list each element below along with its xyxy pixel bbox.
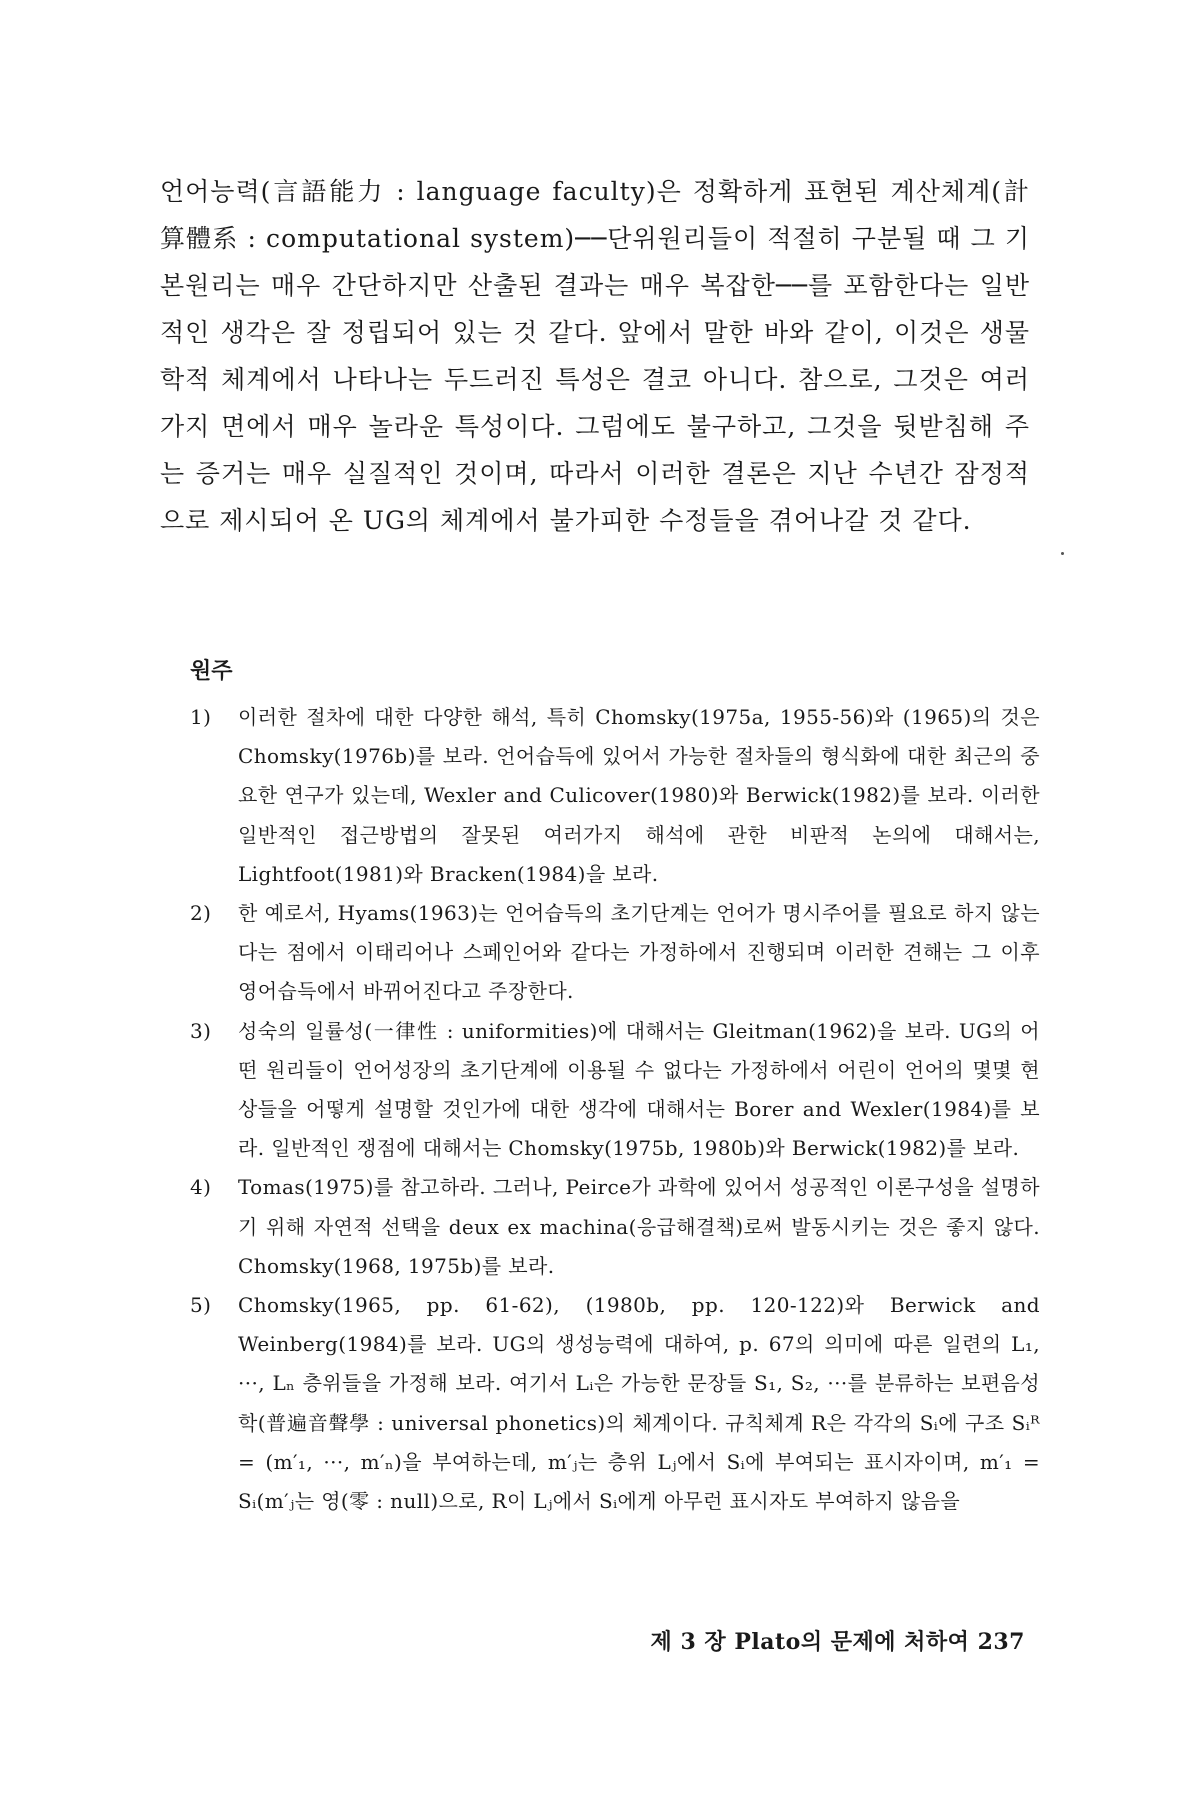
endnote-item bbox=[190, 698, 1040, 894]
endnote-number: 4) bbox=[190, 1175, 212, 1200]
endnote-text: 성숙의 일률성(一律性 : uniformities)에 대해서는 Gleitman(1962)을 보라. UG의 어떤 원리들이 언어성장의 초기단계에 이용될 수 없다는 가정하에서 어린이 언어의 몇몇 현상들을 어떻게 설명할 것인가에 대한 생각에 대해서는 Borer and Wexler(1984)를 보라. 일반적인 쟁점에 대해서는 Chomsky(1975b, 1980b)와 Berwick(1982)를 보라. bbox=[238, 1018, 1040, 1161]
endnote-number: 1) bbox=[190, 705, 212, 729]
endnote-number: 3) bbox=[190, 1018, 212, 1043]
main-paragraph: 언어능력(言語能力 : language faculty)은 정확하게 표현된 계산체계(計算體系 : computational system)──단위원리들이 적절히 구분될 때 그 기본원리는 매우 간단하지만 산출된 결과는 매우 복잡한──를 포함한다는 일반적인 생각은 잘 정립되어 있는 것 같다. 앞에서 말한 바와 같이, 이것은 생물학적 체계에서 나타나는 두드러진 특성은 결코 아니다. 참으로, 그것은 여러가지 면에서 매우 놀라운 특성이다. 그럼에도 불구하고, 그것을 뒷받침해 주는 증거는 매우 실질적인 것이며, 따라서 이러한 결론은 지난 수년간 잠정적으로 제시되어 온 UG의 체계에서 불가피한 수정들을 겪어나갈 것 같다. bbox=[160, 177, 1030, 535]
endnote-text: Tomas(1975)를 참고하라. 그러나, Peirce가 과학에 있어서 성공적인 이론구성을 설명하기 위해 자연적 선택을 deux ex machina(응급해결책)로써 발동시키는 것은 좋지 않다. Chomsky(1968, 1975b)를 보라. bbox=[238, 1175, 1040, 1278]
page-footer: 제 3 장 Plato의 문제에 처하여 237 bbox=[650, 1629, 1025, 1655]
endnote-item bbox=[190, 1012, 1040, 1169]
endnotes-list bbox=[190, 698, 1040, 1521]
endnote-item bbox=[190, 1286, 1040, 1521]
notes-heading: 원주 bbox=[190, 658, 233, 684]
endnote-item bbox=[190, 1168, 1040, 1286]
endnote-text: Chomsky(1965, pp. 61-62), (1980b, pp. 120-122)와 Berwick and Weinberg(1984)를 보라. UG의 생성능력에 대하여, p. 67의 의미에 따른 일련의 L₁, ···, Lₙ 층위들을 가정해 보라. 여기서 Lᵢ은 가능한 문장들 S₁, S₂, ···를 분류하는 보편음성학(普遍音聲學 : universal phonetics)의 체계이다. 규칙체계 R은 각각의 Sᵢ에 구조 Sᵢᴿ = (m′₁, ···, m′ₙ)을 부여하는데, m′ⱼ는 층위 Lⱼ에서 Sᵢ에 부여되는 표시자이며, m′₁ = Sᵢ(m′ⱼ는 영(零 : null)으로, R이 Lⱼ에서 Sᵢ에게 아무런 표시자도 부여하지 않음을 bbox=[238, 1293, 1040, 1514]
endnote-text: 한 예로서, Hyams(1963)는 언어습득의 초기단계는 언어가 명시주어를 필요로 하지 않는다는 점에서 이태리어나 스페인어와 같다는 가정하에서 진행되며 이러한 견해는 그 이후 영어습득에서 바뀌어진다고 주장한다. bbox=[238, 901, 1040, 1004]
endnote-number: 2) bbox=[190, 901, 212, 926]
page-speck bbox=[1061, 552, 1064, 555]
endnote-text: 이러한 절차에 대한 다양한 해석, 특히 Chomsky(1975a, 1955-56)와 (1965)의 것은 Chomsky(1976b)를 보라. 언어습득에 있어서 가능한 절차들의 형식화에 대한 최근의 중요한 연구가 있는데, Wexler and Culicover(1980)와 Berwick(1982)를 보라. 이러한 일반적인 접근방법의 잘못된 여러가지 해석에 관한 비판적 논의에 대해서는, Lightfoot(1981)와 Bracken(1984)을 보라. bbox=[238, 705, 1040, 886]
endnote-number: 5) bbox=[190, 1293, 212, 1318]
endnote-item bbox=[190, 894, 1040, 1012]
